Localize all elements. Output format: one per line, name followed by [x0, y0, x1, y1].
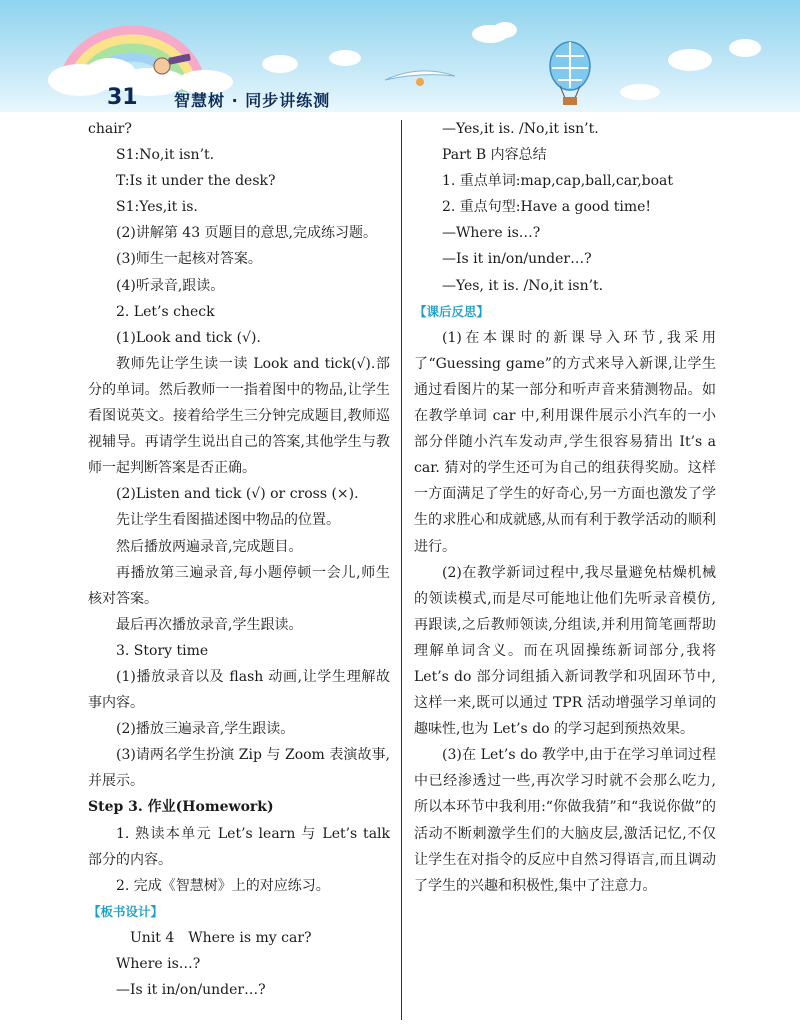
paragraph: 1. 熟读本单元 Let’s learn 与 Let’s talk 部分的内容。 [88, 825, 390, 868]
section-heading: 3. Story time [116, 642, 209, 659]
text-line: —Where is…? [442, 225, 541, 242]
text-line: 最后再次播放录音,学生跟读。 [116, 616, 303, 633]
right-column [414, 116, 716, 899]
section-heading: 2. Let’s check [116, 303, 215, 320]
board-design-tag: 【板书设计】 [88, 903, 164, 919]
paragraph: (2)在教学新词过程中,我尽量避免枯燥机械的领读模式,而是尽可能地让他们先听录音模仿,再跟读,之后教师领读,分组读,并利用简笔画帮助理解单词含义。而在巩固操练新词部分,我将 Let’s do 部分词组插入新词教学和巩固环节中,这样一来,既可以通过 TPR 活动增强学习单词的趣味性,也为 Let’s do 的学习起到预热效果。 [414, 564, 716, 738]
text-line: (2)播放三遍录音,学生跟读。 [116, 721, 295, 738]
text-line: S1:No,it isn’t. [116, 147, 215, 164]
paragraph: (2)讲解第 43 页题目的意思,完成练习题。 [116, 225, 377, 242]
column-divider [401, 120, 402, 1020]
text-line: 先让学生看图描述图中物品的位置。 [116, 512, 340, 529]
text-line: Where is…? [116, 956, 201, 972]
text-line: (2)Listen and tick (√) or cross (×). [116, 486, 359, 503]
text-line: 2. 完成《智慧树》上的对应练习。 [116, 877, 330, 894]
text-line: (4)听录音,跟读。 [116, 277, 225, 294]
text-line: —Is it in/on/under…? [116, 982, 266, 999]
paragraph: (3)请两名学生扮演 Zip 与 Zoom 表演故事,并展示。 [88, 747, 390, 790]
text-line: —Is it in/on/under…? [442, 251, 592, 268]
paragraph: (1)播放录音以及 flash 动画,让学生理解故事内容。 [88, 668, 390, 712]
text-line: chair? [88, 121, 132, 137]
paragraph: (3)在 Let’s do 教学中,由于在学习单词过程中已经渗透过一些,再次学习时就不会那么吃力,所以本环节中我利用:“你做我猜”和“我说你做”的活动不断刺激学生们的大脑皮层,激活记忆,不仅让学生在对指令的反应中自然习得语言,而且调动了学生的兴趣和积极性,集中了注意力。 [414, 747, 716, 894]
paragraph: 再播放第三遍录音,每小题停顿一会儿,师生核对答案。 [88, 564, 390, 607]
text-line: —Yes,it is. /No,it isn’t. [442, 121, 599, 137]
hot-air-balloon-icon [550, 42, 590, 105]
glider-icon [385, 71, 455, 86]
text-line: 1. 重点单词:map,cap,ball,car,boat [442, 173, 674, 190]
text-line: 2. 重点句型:Have a good time! [442, 199, 652, 216]
board-title: Unit 4 Where is my car? [130, 929, 312, 946]
paragraph: (1)在本课时的新课导入环节,我采用了“Guessing game”的方式来导入新课,让学生通过看图片的某一部分和听声音来猜测物品。如在教学单词 car 中,利用课件展示小汽车的一小部分伴随小汽车发动声,学生很容易猜出 It’s a car. 猜对的学生还可为自己的组获得奖励。这样一方面满足了学生的好奇心,另一方面也激发了学生的求胜心和成就感,从而有利于教学活动的顺利进行。 [414, 329, 716, 555]
reflection-tag: 【课后反思】 [414, 303, 490, 319]
text-line: (3)师生一起核对答案。 [116, 251, 262, 268]
text-line: 然后播放两遍录音,完成题目。 [116, 538, 303, 555]
left-column [88, 116, 390, 1003]
text-line: S1:Yes,it is. [116, 199, 198, 216]
page-header [0, 0, 800, 112]
book-series-title: 智慧树 · 同步讲练测 [174, 91, 331, 110]
text-line: T:Is it under the desk? [116, 173, 276, 190]
text-line: (1)Look and tick (√). [116, 329, 261, 346]
step-heading: Step 3. 作业(Homework) [88, 799, 274, 816]
section-heading: Part B 内容总结 [442, 147, 547, 164]
page-number: 31 [107, 85, 138, 110]
paragraph: 教师先让学生读一读 Look and tick(√).部分的单词。然后教师一一指着图中的物品,让学生看图说英文。接着给学生三分钟完成题目,教师巡视辅导。再请学生说出自己的答案,其他学生与教师一起判断答案是否正确。 [88, 355, 390, 477]
text-line: —Yes, it is. /No,it isn’t. [442, 277, 604, 294]
